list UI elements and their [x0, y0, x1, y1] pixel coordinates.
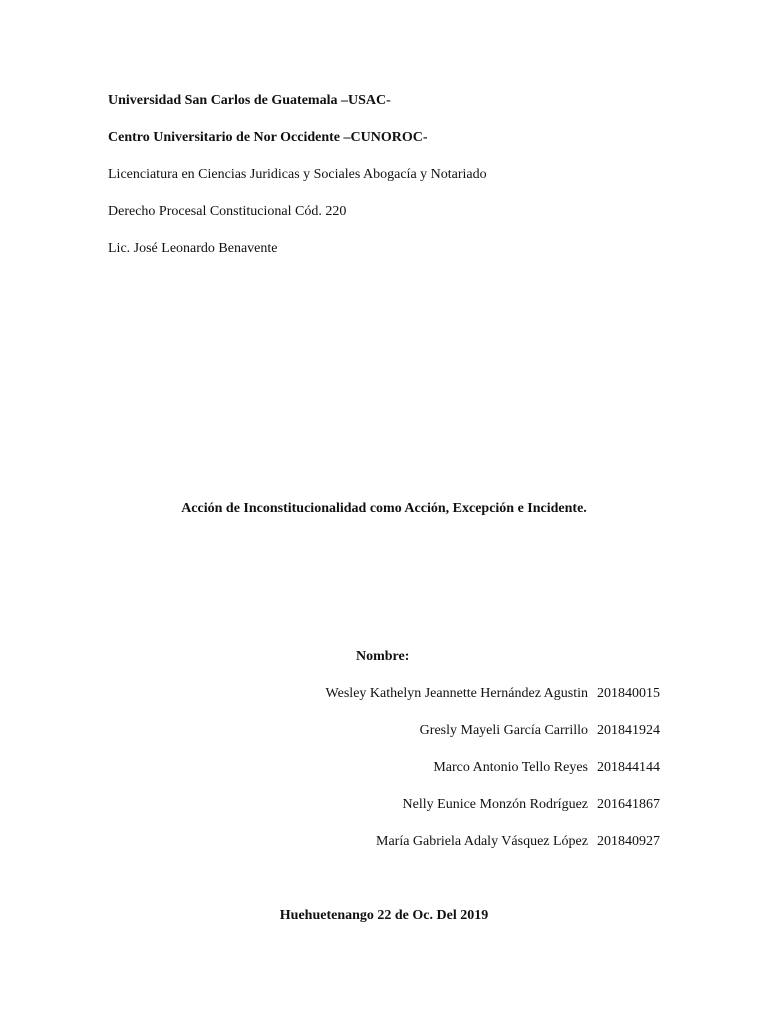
student-id: 201844144 [597, 760, 660, 775]
student-name: Nelly Eunice Monzón Rodríguez [402, 797, 588, 812]
center-name: Centro Universitario de Nor Occidente –CUNOROC- [108, 130, 428, 145]
student-name: María Gabriela Adaly Vásquez López [376, 834, 588, 849]
student-row [420, 722, 660, 740]
course-name: Derecho Procesal Constitucional Cód. 220 [108, 204, 347, 219]
student-id: 201841924 [597, 723, 660, 738]
students-label: Nombre: [356, 649, 410, 664]
student-id: 201840015 [597, 686, 660, 701]
document-title: Acción de Inconstitucionalidad como Acción, Excepción e Incidente. [181, 501, 587, 516]
student-row [433, 759, 660, 777]
student-name: Wesley Kathelyn Jeannette Hernández Agustin [325, 686, 588, 701]
university-name: Universidad San Carlos de Guatemala –USAC- [108, 93, 391, 108]
student-id: 201641867 [597, 797, 660, 812]
degree-name: Licenciatura en Ciencias Juridicas y Sociales Abogacía y Notariado [108, 167, 487, 182]
professor-name: Lic. José Leonardo Benavente [108, 241, 278, 256]
student-name: Gresly Mayeli García Carrillo [419, 723, 588, 738]
student-row [326, 685, 660, 703]
student-row [403, 796, 660, 814]
student-id: 201840927 [597, 834, 660, 849]
place-date: Huehuetenango 22 de Oc. Del 2019 [279, 908, 489, 923]
student-name: Marco Antonio Tello Reyes [433, 760, 588, 775]
student-row [376, 833, 660, 851]
